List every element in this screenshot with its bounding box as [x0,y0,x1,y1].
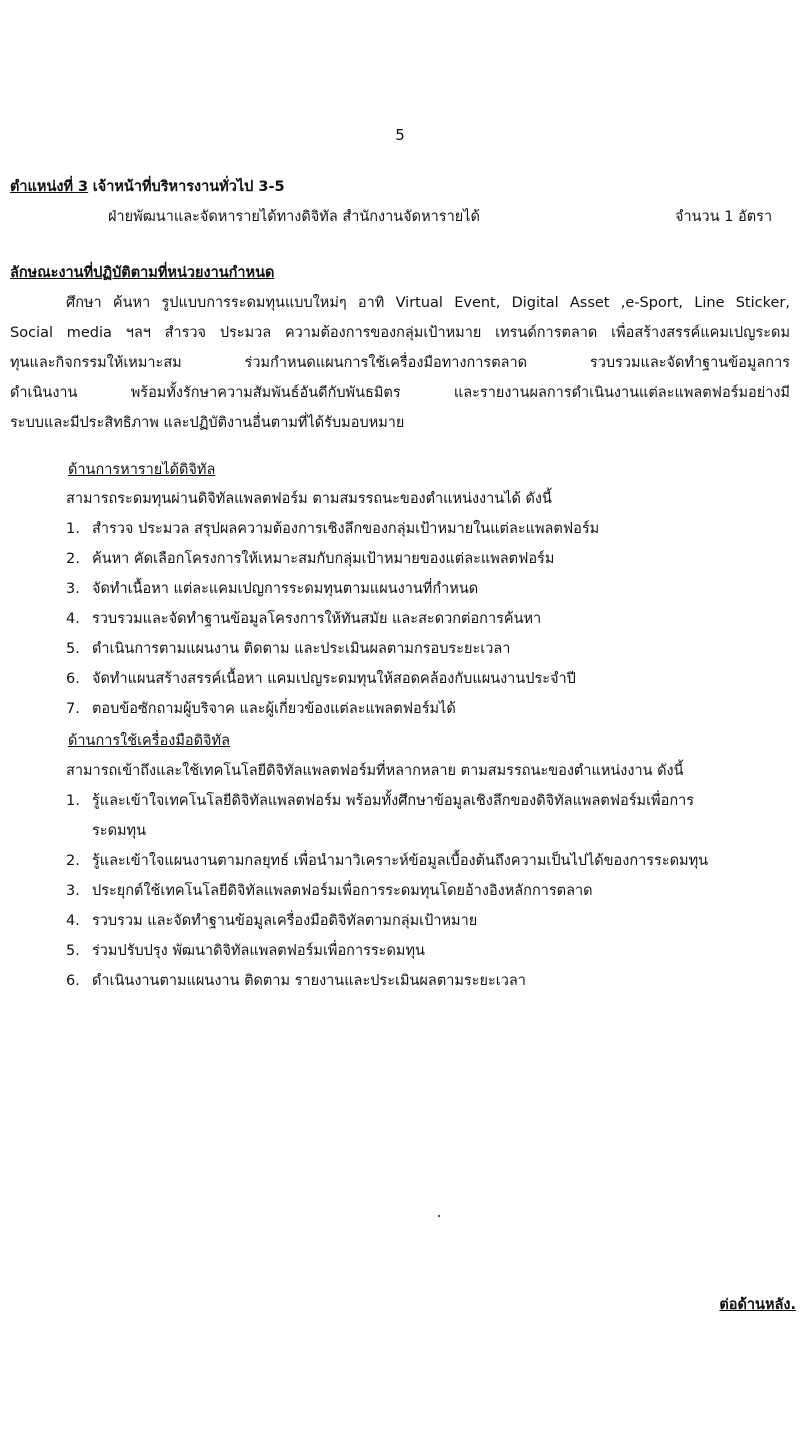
list-item-text: รวบรวมและจัดทำฐานข้อมูลโครงการให้ทันสมัย และสะดวกต่อการค้นหา [92,611,542,627]
list-item-text: ตอบข้อซักถามผู้บริจาค และผู้เกี่ยวข้องแต่ละแพลตฟอร์มได้ [92,701,456,717]
department-name: ฝ่ายพัฒนาและจัดหารายได้ทางดิจิทัล สำนักงานจัดหารายได้ [108,209,480,225]
scan-speck [438,1215,440,1217]
page-number: 5 [395,126,405,144]
section-intro-digital-revenue: สามารถระดมทุนผ่านดิจิทัลแพลตฟอร์ม ตามสมรรถนะของตำแหน่งงานได้ ดังนี้ [66,491,552,507]
list-item-text: ประยุกต์ใช้เทคโนโลยีดิจิทัลแพลตฟอร์มเพื่อการระดมทุนโดยอ้างอิงหลักการตลาด [92,883,593,899]
list-item-number: 4. [66,913,80,929]
list-item-number: 4. [66,611,80,627]
list-item [66,639,796,669]
position-title: เจ้าหน้าที่บริหารงานทั่วไป 3-5 [92,179,285,195]
digital-revenue-list [66,519,796,729]
list-item-text: สำรวจ ประมวล สรุปผลความต้องการเชิงลึกของกลุ่มเป้าหมายในแต่ละแพลตฟอร์ม [92,521,600,537]
list-item-text: จัดทำแผนสร้างสรรค์เนื้อหา แคมเปญระดมทุนให้สอดคล้องกับแผนงานประจำปี [92,671,576,687]
list-item-number: 1. [66,521,80,537]
list-item [66,579,796,609]
list-item-number: 2. [66,551,80,567]
list-item-number: 6. [66,973,80,989]
list-item-number: 5. [66,641,80,657]
position-heading [10,177,285,197]
list-item [66,669,796,699]
list-item [66,699,796,729]
list-item [66,851,796,881]
list-item-number: 1. [66,793,80,809]
list-item-text: ดำเนินการตามแผนงาน ติดตาม และประเมินผลตามกรอบระยะเวลา [92,641,511,657]
duties-paragraph-line: ทุนและกิจกรรมให้เหมาะสม ร่วมกำหนดแผนการใช้เครื่องมือทางการตลาด รวบรวมและจัดทำฐานข้อมูลการ [10,355,790,371]
list-item [66,609,796,639]
position-label: ตำแหน่งที่ 3 [10,179,89,195]
list-item [66,519,796,549]
list-item [66,791,796,851]
list-item [66,941,796,971]
list-item-text: รู้และเข้าใจแผนงานตามกลยุทธ์ เพื่อนำมาวิเคราะห์ข้อมูลเบื้องต้นถึงความเป็นไปได้ของการระดมทุน [92,853,709,869]
duties-paragraph-line: Social media ฯลฯ สำรวจ ประมวล ความต้องการของกลุ่มเป้าหมาย เทรนด์การตลาด เพื่อสร้างสรรค์แคมเปญระดม [10,325,790,341]
list-item-text: ร่วมปรับปรุง พัฒนาดิจิทัลแพลตฟอร์มเพื่อการระดมทุน [92,943,425,959]
list-item-text-continued: ระดมทุน [92,823,147,839]
duties-heading: ลักษณะงานที่ปฏิบัติตามที่หน่วยงานกำหนด [10,265,275,281]
duties-paragraph-line: ศึกษา ค้นหา รูปแบบการระดมทุนแบบใหม่ๆ อาทิ Virtual Event, Digital Asset ,e-Sport, Line Sticker, [66,295,790,311]
list-item [66,881,796,911]
duties-paragraph-line: ดำเนินงาน พร้อมทั้งรักษาความสัมพันธ์อันดีกับพันธมิตร และรายงานผลการดำเนินงานแต่ละแพลตฟอร์มอย่างมี [10,385,790,401]
digital-tools-list [66,791,796,1001]
list-item-text: ดำเนินงานตามแผนงาน ติดตาม รายงานและประเมินผลตามระยะเวลา [92,973,526,989]
list-item-number: 3. [66,883,80,899]
position-quota: จำนวน 1 อัตรา [675,209,773,225]
list-item-number: 2. [66,853,80,869]
section-intro-digital-tools: สามารถเข้าถึงและใช้เทคโนโลยีดิจิทัลแพลตฟอร์มที่หลากหลาย ตามสมรรถนะของตำแหน่งงาน ดังนี้ [66,763,684,779]
list-item-number: 3. [66,581,80,597]
duties-paragraph-line: ระบบและมีประสิทธิภาพ และปฏิบัติงานอื่นตามที่ได้รับมอบหมาย [10,415,405,431]
continued-note: ต่อด้านหลัง. [719,1297,796,1313]
list-item [66,971,796,1001]
section-heading-digital-revenue: ด้านการหารายได้ดิจิทัล [68,462,216,478]
list-item-text: จัดทำเนื้อหา แต่ละแคมเปญการระดมทุนตามแผนงานที่กำหนด [92,581,479,597]
list-item-text: รวบรวม และจัดทำฐานข้อมูลเครื่องมือดิจิทัลตามกลุ่มเป้าหมาย [92,913,478,929]
list-item-number: 7. [66,701,80,717]
list-item-text: รู้และเข้าใจเทคโนโลยีดิจิทัลแพลตฟอร์ม พร้อมทั้งศึกษาข้อมูลเชิงลึกของดิจิทัลแพลตฟอร์มเพื่อการ [92,793,695,809]
section-heading-digital-tools: ด้านการใช้เครื่องมือดิจิทัล [68,733,230,749]
list-item [66,549,796,579]
list-item-number: 5. [66,943,80,959]
list-item [66,911,796,941]
list-item-text: ค้นหา คัดเลือกโครงการให้เหมาะสมกับกลุ่มเป้าหมายของแต่ละแพลตฟอร์ม [92,551,555,567]
list-item-number: 6. [66,671,80,687]
